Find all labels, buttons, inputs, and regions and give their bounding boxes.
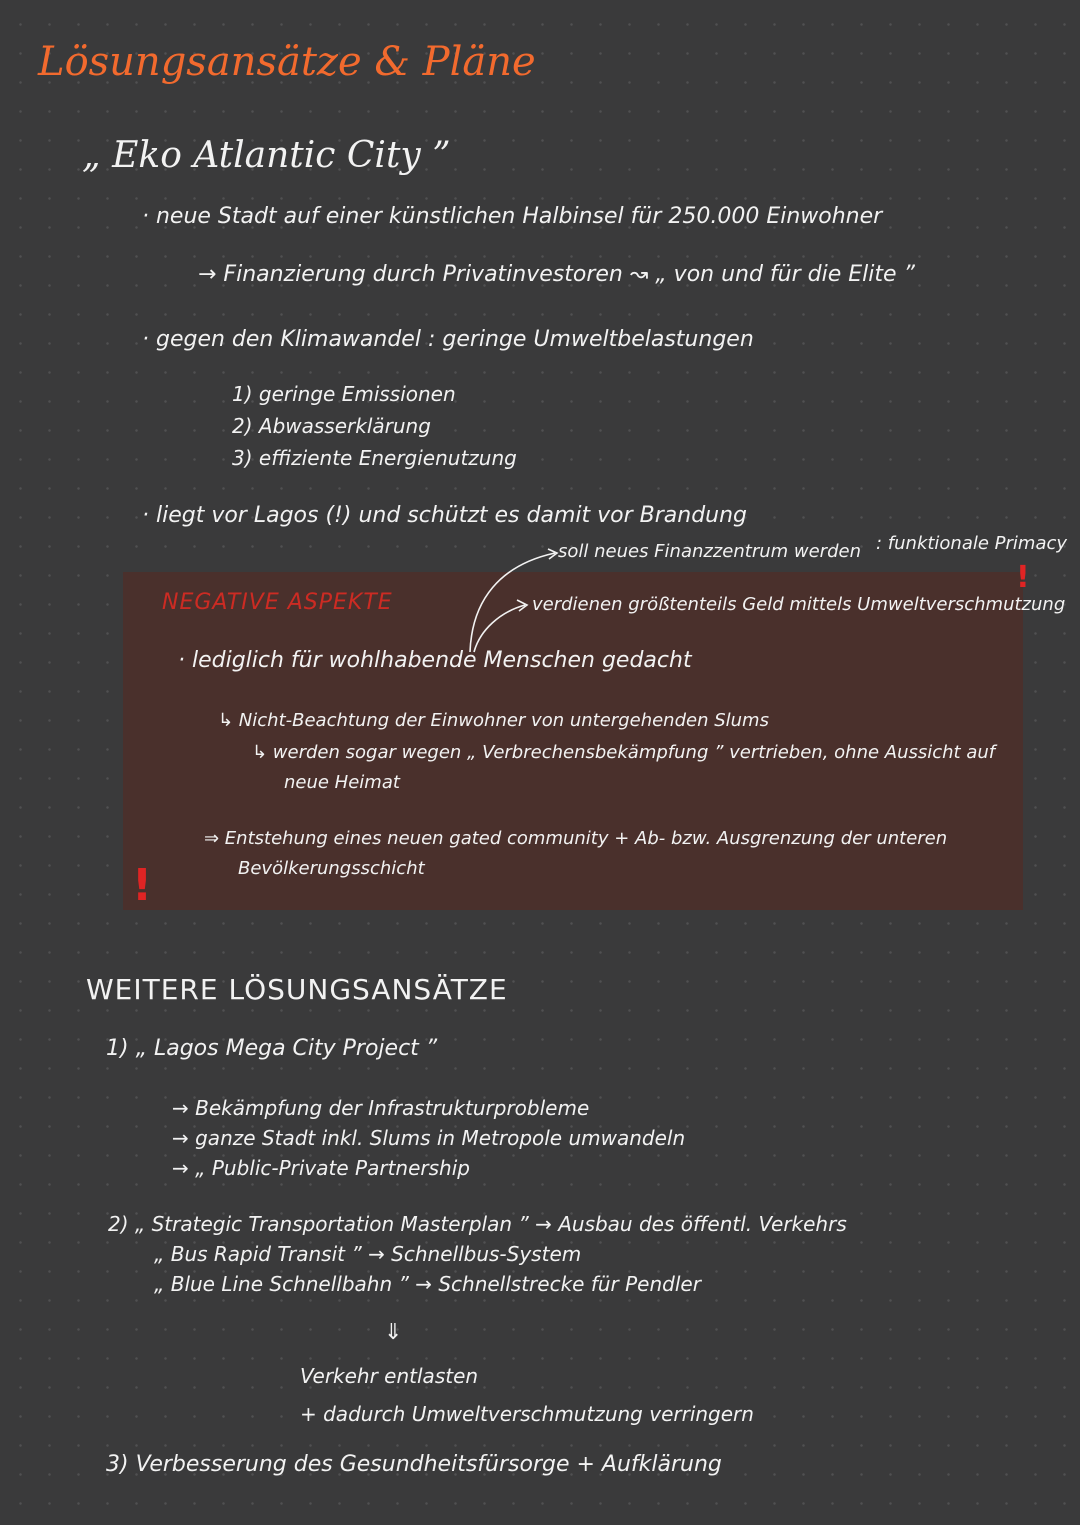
down-arrow-icon: ⇓ (384, 1320, 403, 1345)
note-pollution: verdienen größtenteils Geld mittels Umweltverschmutzung (532, 594, 1066, 615)
eko-bullet-1: · neue Stadt auf einer künstlichen Halbinsel für 250.000 Einwohner (142, 204, 883, 229)
result-line: Verkehr entlasten (300, 1364, 479, 1388)
negative-bullet: · lediglich für wohlhabende Menschen gedacht (178, 648, 692, 673)
warning-exclamation-icon: ! (132, 860, 153, 911)
item-2-line: 2) „ Strategic Transportation Masterplan ” → Ausbau des öffentl. Verkehrs (108, 1212, 847, 1236)
eko-list-item-1: 1) geringe Emissionen (232, 382, 456, 406)
item-1-point: → ganze Stadt inkl. Slums in Metropole umwandeln (172, 1126, 686, 1150)
item-3: 3) Verbesserung des Gesundheitsfürsorge + Aufklärung (106, 1452, 722, 1477)
eko-bullet-3: · liegt vor Lagos (!) und schützt es damit vor Brandung (142, 503, 748, 528)
negative-result-b: Bevölkerungsschicht (238, 858, 425, 879)
item-2-line: „ Bus Rapid Transit ” → Schnellbus-System (154, 1242, 582, 1266)
negative-result: ⇒ Entstehung eines neuen gated community + Ab- bzw. Ausgrenzung der unteren (204, 828, 948, 849)
eko-bullet-2: · gegen den Klimawandel : geringe Umweltbelastungen (142, 327, 754, 352)
negative-sub-2: ↳ werden sogar wegen „ Verbrechensbekämpfung ” vertrieben, ohne Aussicht auf (252, 742, 996, 763)
item-1-title: 1) „ Lagos Mega City Project ” (106, 1036, 438, 1061)
item-1-point: → „ Public-Private Partnership (172, 1156, 470, 1180)
item-1-point: → Bekämpfung der Infrastrukturprobleme (172, 1096, 590, 1120)
eko-financing: → Finanzierung durch Privatinvestoren ↝ „ von und für die Elite ” (198, 262, 915, 287)
negative-label: NEGATIVE ASPEKTE (162, 590, 393, 615)
weitere-heading: WEITERE LÖSUNGSANSÄTZE (86, 973, 508, 1006)
eko-list-item-3: 3) effiziente Energienutzung (232, 446, 517, 470)
eko-heading: „ Eko Atlantic City ” (82, 135, 451, 176)
note-finance-center: soll neues Finanzzentrum werden (558, 541, 861, 562)
negative-sub-2b: neue Heimat (284, 772, 400, 793)
negative-sub-1: ↳ Nicht-Beachtung der Einwohner von untergehenden Slums (218, 710, 769, 731)
result-line: + dadurch Umweltverschmutzung verringern (300, 1402, 754, 1426)
eko-list-item-2: 2) Abwasserklärung (232, 414, 431, 438)
item-2-line: „ Blue Line Schnellbahn ” → Schnellstrecke für Pendler (154, 1272, 701, 1296)
note-primacy: : funktionale Primacy (876, 533, 1068, 554)
page-title: Lösungsansätze & Pläne (38, 39, 536, 85)
exclamation-mark-icon: ! (1016, 560, 1030, 595)
